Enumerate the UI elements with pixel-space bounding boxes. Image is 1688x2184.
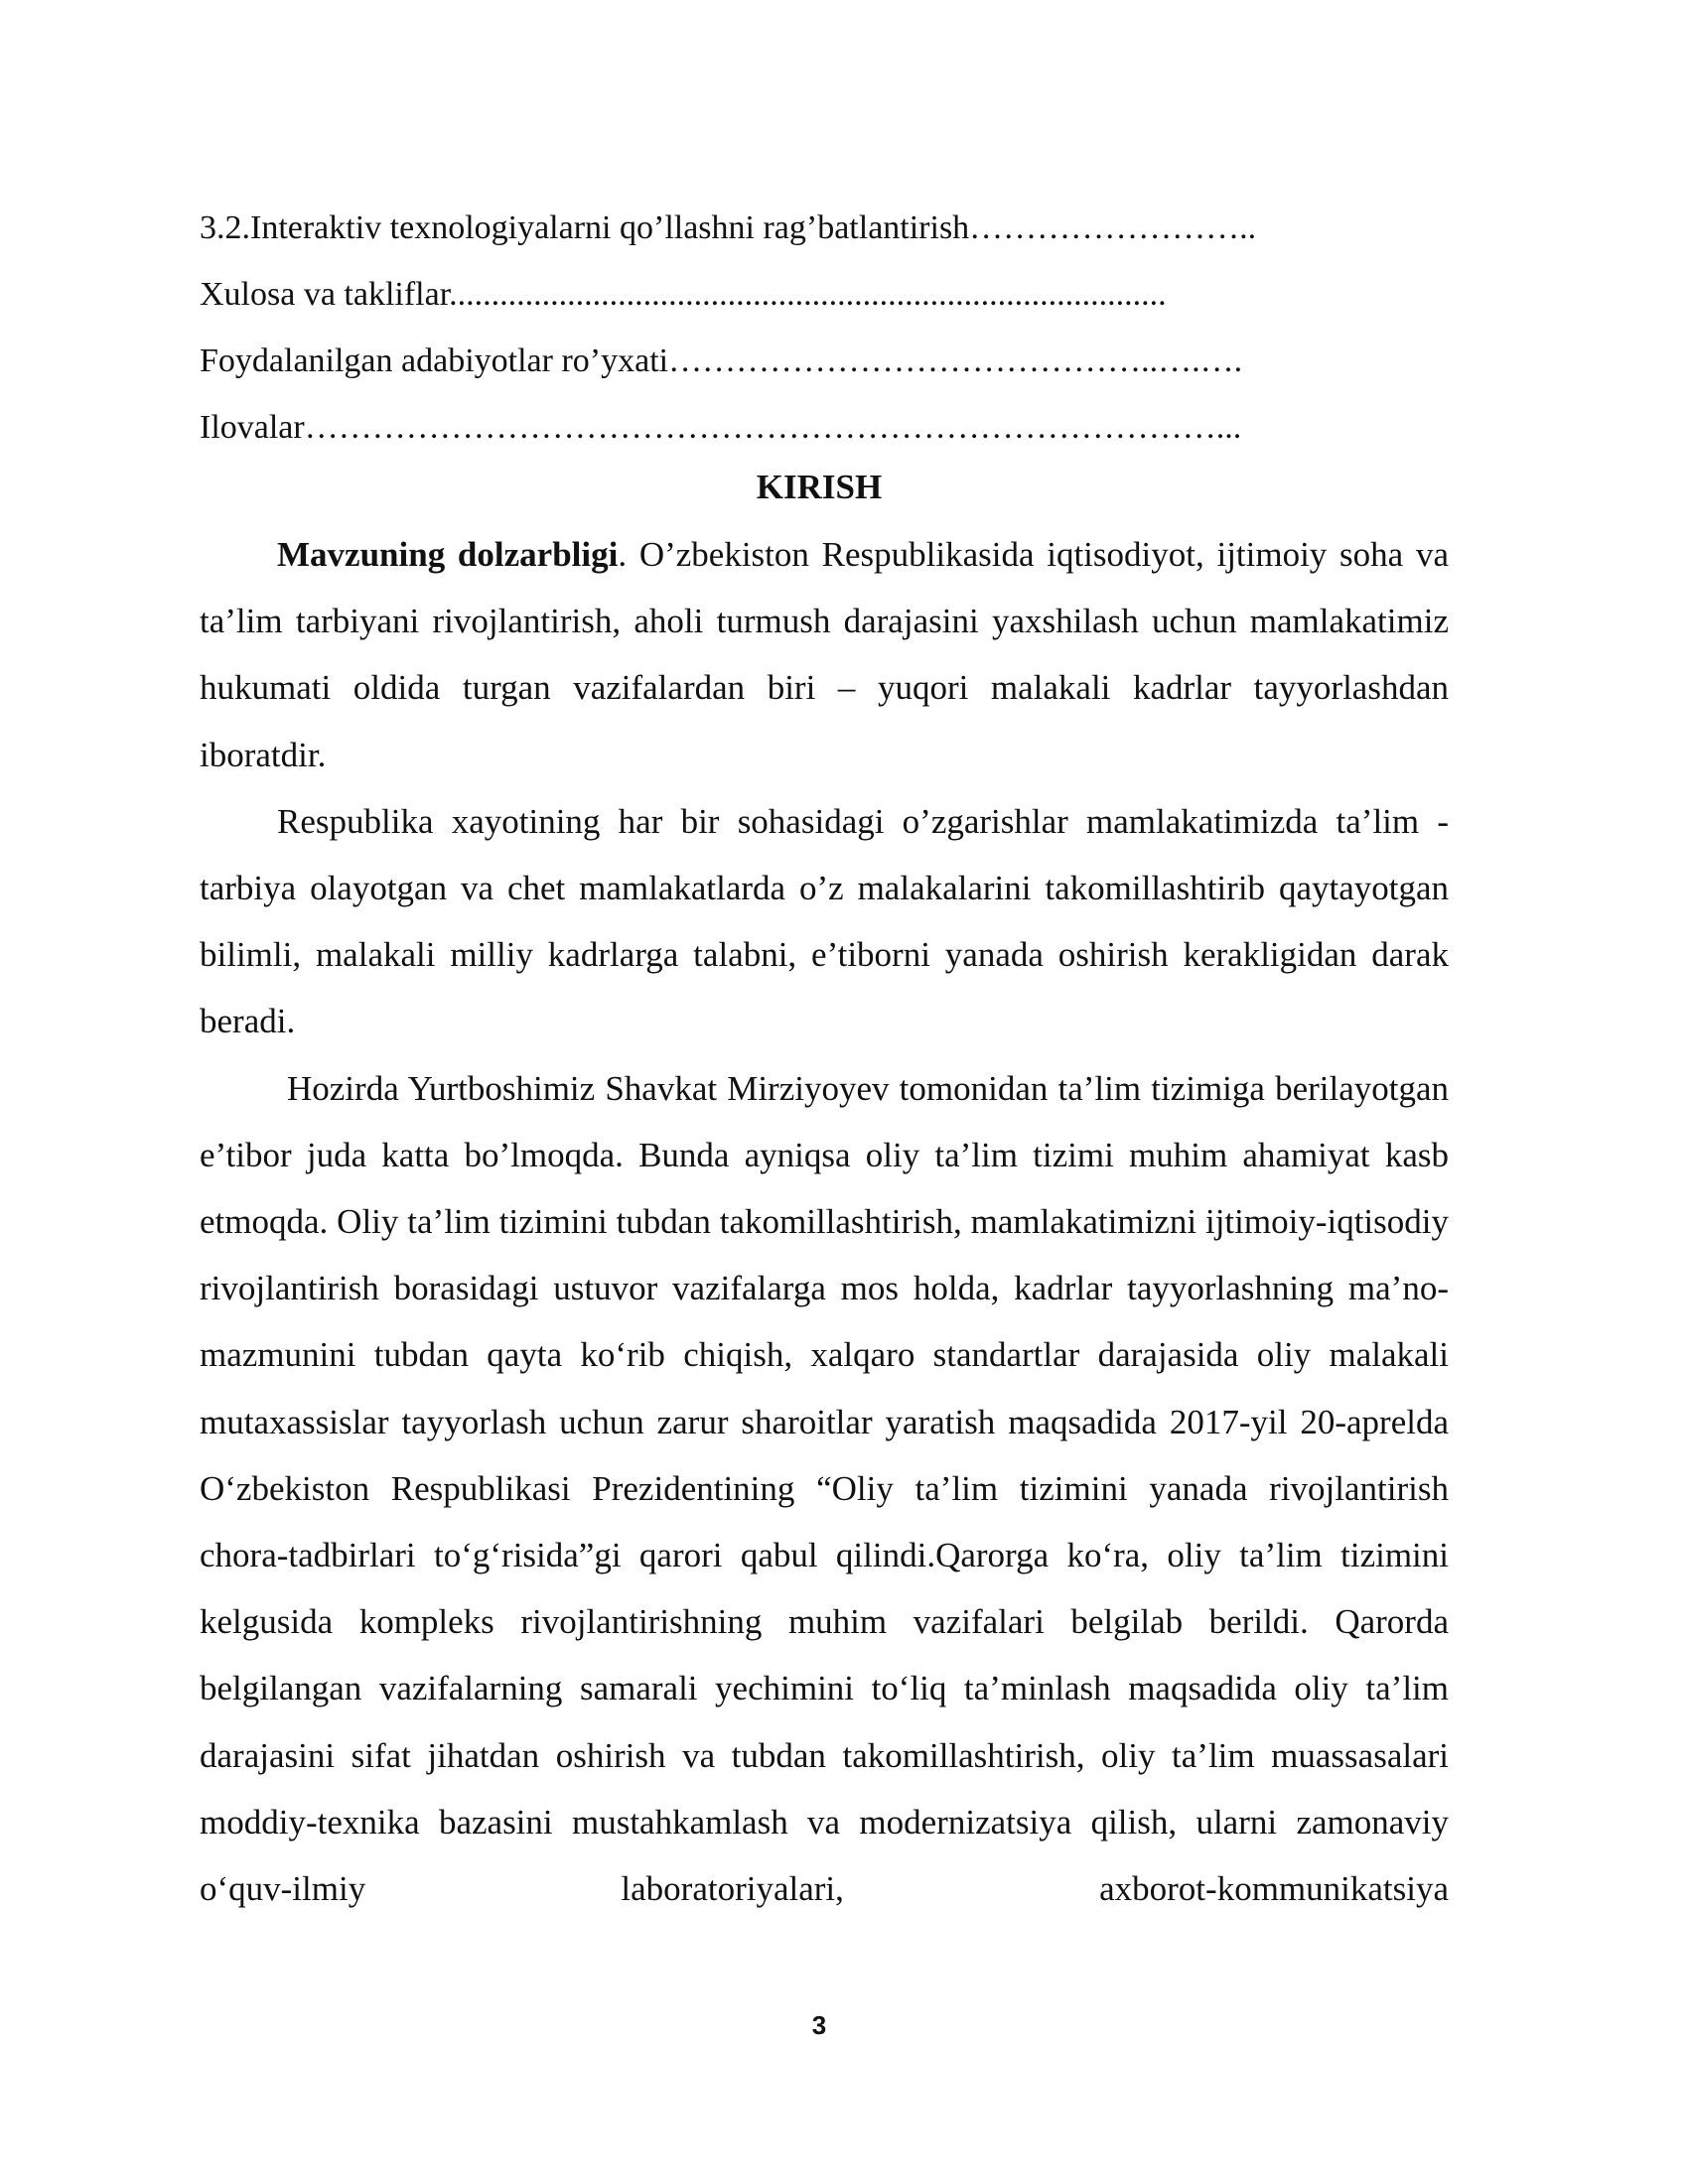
toc-item-appendices: Ilovalar………………………………………………………………………...	[200, 409, 1242, 446]
toc-item-references: Foydalanilgan adabiyotlar ro’yxati……………………………………..….….	[200, 342, 1243, 379]
paragraph-changes: Respublika xayotining har bir sohasidagi o’zgarishlar mamlakatimizda ta’lim - tarbiya olayotgan va chet mamlakatlarda o’z malakalarini takomillashtirib qaytayotgan bilimli, malakali milliy kadrlarga talabni, e’tiborni yanada oshirish kerakligidan darak beradi.	[200, 801, 1449, 1041]
paragraph-relevance	[200, 521, 1449, 788]
paragraph-relevance-text: . O’zbekiston Respublikasida iqtisodiyot, ijtimoiy soha va ta’lim tarbiyani rivojlantirish, aholi turmush darajasini yaxshilash uchun mamlakatimiz hukumati oldida turgan vazifalardan biri – yuqori malakali kadrlar tayyorlashdan iboratdir.	[200, 535, 1449, 774]
section-heading: KIRISH	[756, 468, 883, 506]
table-of-contents	[200, 195, 1451, 461]
page-number: 3	[811, 2010, 827, 2040]
document-body	[200, 521, 1449, 1922]
toc-item-3-2: 3.2.Interaktiv texnologiyalarni qo’llashni rag’batlantirish……………………..	[200, 209, 1257, 246]
toc-item-conclusions: Xulosa va takliflar.....................................................................................	[200, 276, 1167, 313]
paragraph-higher-education: Hozirda Yurtboshimiz Shavkat Mirziyoyev tomonidan ta’lim tizimiga berilayotgan e’tibor juda katta bo’lmoqda. Bunda ayniqsa oliy ta’lim tizimi muhim ahamiyat kasb etmoqda. Oliy ta’lim tizimini tubdan takomillashtirish, mamlakatimizni ijtimoiy-iqtisodiy rivojlantirish borasidagi ustuvor vazifalarga mos holda, kadrlar tayyorlashning ma’no-mazmunini tubdan qayta koʻrib chiqish, xalqaro standartlar darajasida oliy malakali mutaxassislar tayyorlash uchun zarur sharoitlar yaratish maqsadida 2017-yil 20-aprelda Oʻzbekiston Respublikasi Prezidentining “Oliy ta’lim tizimini yanada rivojlantirish chora-tadbirlari toʻgʻrisida”gi qarori qabul qilindi.Qarorga koʻra, oliy ta’lim tizimini kelgusida kompleks rivojlantirishning muhim vazifalari belgilab berildi. Qarorda belgilangan vazifalarning samarali yechimini toʻliq ta’minlash maqsadida oliy ta’lim darajasini sifat jihatdan oshirish va tubdan takomillashtirish, oliy ta’lim muassasalari moddiy-texnika bazasini mustahkamlash va modernizatsiya qilish, ularni zamonaviy oʻquv-ilmiy laboratoriyalari, axborot-kommunikatsiya	[200, 1068, 1449, 1909]
paragraph-lead-bold: Mavzuning dolzarbligi	[277, 535, 619, 574]
